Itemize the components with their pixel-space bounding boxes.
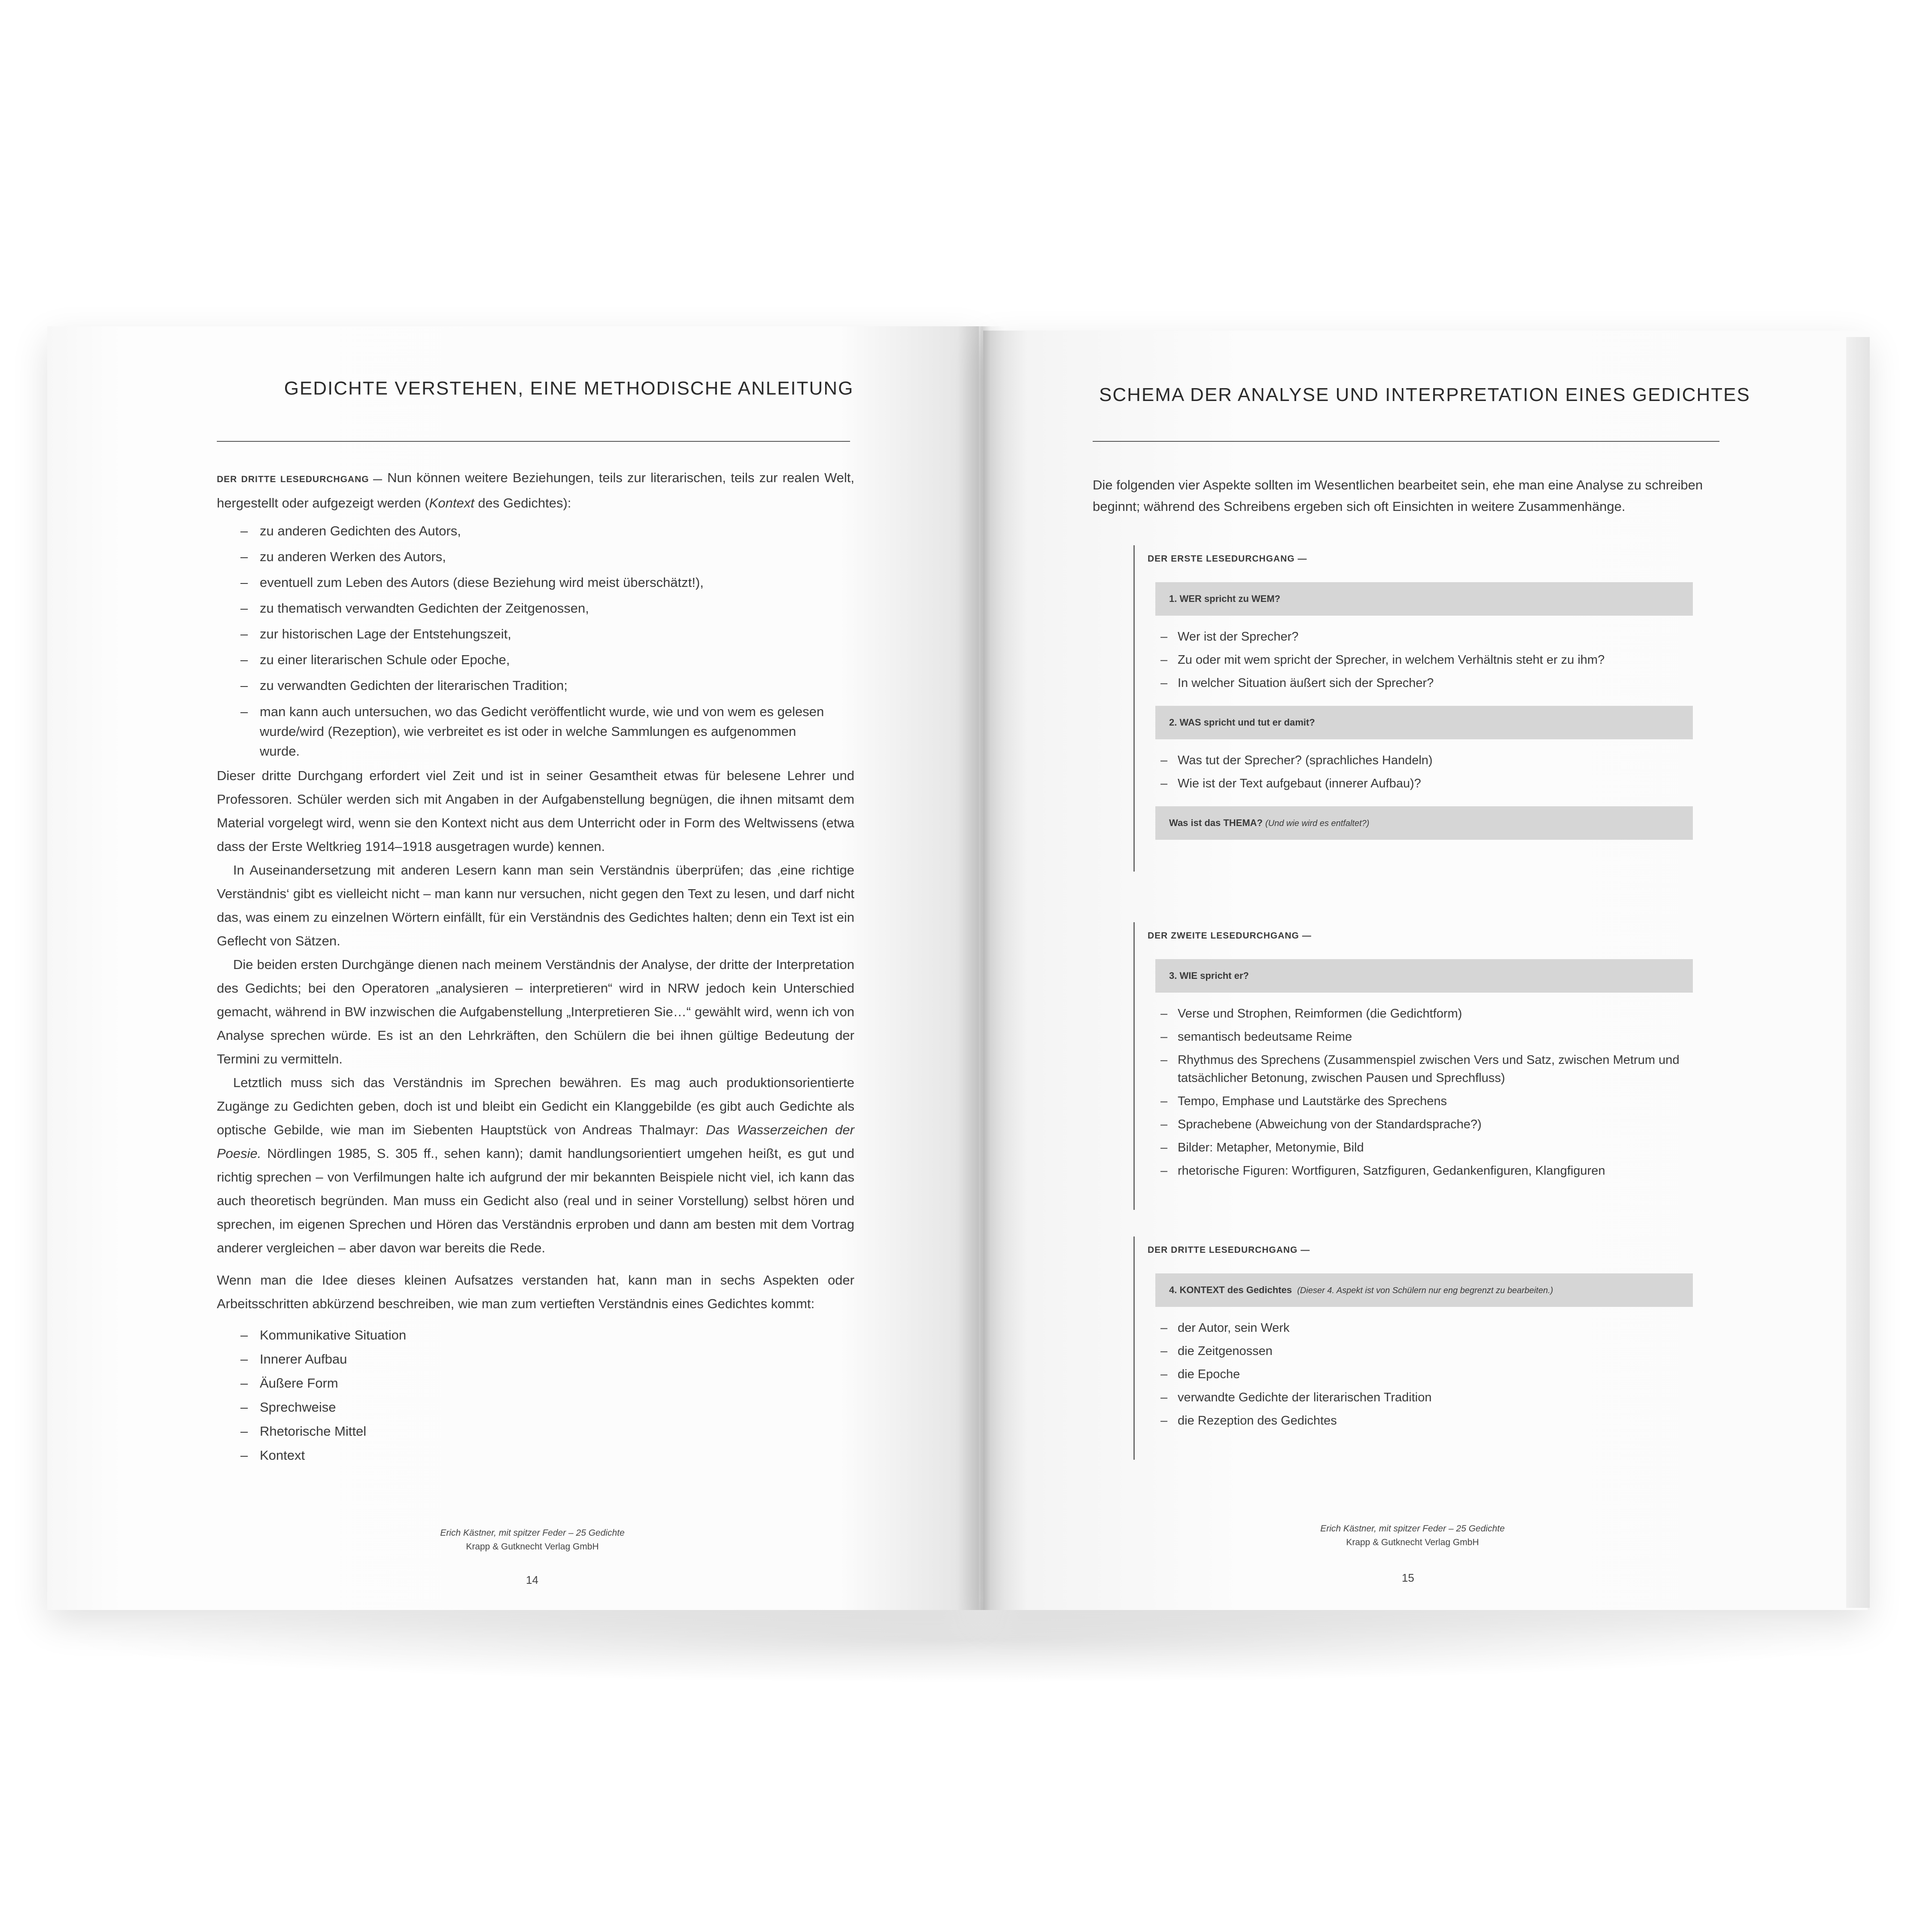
group-note: (Und wie wird es entfaltet?) bbox=[1265, 819, 1370, 828]
list-item: – Kommunikative Situation bbox=[217, 1323, 854, 1347]
group-heading bbox=[1155, 806, 1693, 840]
intro-text-a: Nun können weitere Beziehungen, teils zur literarischen, teils zur realen Welt, hergestellt oder aufgezeigt werden ( bbox=[217, 470, 854, 510]
relations-list bbox=[217, 518, 854, 761]
list-item: – rhetorische Figuren: Wortfiguren, Satzfiguren, Gedankenfiguren, Klangfiguren bbox=[1148, 1159, 1689, 1182]
paragraph: In Auseinandersetzung mit anderen Lesern kann man sein Verständnis überprüfen; das ‚eine richtige Verständnis‘ gibt es vielleicht nicht – man kann nur versuchen, nicht gegen den Text zu lesen, und darf nicht das, was einem zu einzelnen Wörtern einfällt, für ein Verständnis des Gedichtes halten; denn ein Text ist ein Geflecht von Sätzen. bbox=[217, 863, 854, 948]
right-title-rule bbox=[1093, 441, 1719, 442]
section-first-reading bbox=[1133, 545, 1689, 872]
list-item: – zu anderen Werken des Autors, bbox=[217, 544, 854, 570]
list-item: – Sprachebene (Abweichung von der Standardsprache?) bbox=[1148, 1113, 1689, 1136]
group-items bbox=[1148, 1316, 1689, 1432]
paragraph: Wenn man die Idee dieses kleinen Aufsatzes verstanden hat, kann man in sechs Aspekten oder Arbeitsschritten abkürzend beschreiben, wie man zum vertieften Verständnis eines Gedichtes kommt: bbox=[217, 1273, 854, 1311]
right-footer bbox=[1258, 1522, 1567, 1549]
list-item: – zu anderen Gedichten des Autors, bbox=[217, 518, 854, 544]
footer-publisher: Krapp & Gutknecht Verlag GmbH bbox=[466, 1542, 599, 1552]
section-second-reading bbox=[1133, 922, 1689, 1210]
list-item: – der Autor, sein Werk bbox=[1148, 1316, 1689, 1340]
list-item: – Wer ist der Sprecher? bbox=[1148, 625, 1689, 648]
list-item: – die Zeitgenossen bbox=[1148, 1340, 1689, 1363]
list-item: – Verse und Strophen, Reimformen (die Gedichtform) bbox=[1148, 1002, 1689, 1025]
group-heading-text: 2. WAS spricht und tut er damit? bbox=[1169, 717, 1315, 728]
list-item: – Zu oder mit wem spricht der Sprecher, in welchem Verhältnis steht er zu ihm? bbox=[1148, 648, 1689, 671]
book-gutter bbox=[957, 326, 1005, 1610]
intro-paragraph bbox=[217, 466, 854, 515]
footer-book-title: Erich Kästner, mit spitzer Feder – 25 Gedichte bbox=[1320, 1524, 1505, 1534]
list-item: – zur historischen Lage der Entstehungszeit, bbox=[217, 621, 854, 647]
list-item: – eventuell zum Leben des Autors (diese Beziehung wird meist überschätzt!), bbox=[217, 570, 854, 595]
aspects-list bbox=[217, 1323, 854, 1467]
page-edge bbox=[1846, 337, 1870, 1608]
footer-book-title: Erich Kästner, mit spitzer Feder – 25 Gedichte bbox=[440, 1528, 625, 1538]
group-heading-text: 3. WIE spricht er? bbox=[1169, 970, 1249, 981]
lead-label: DER DRITTE LESEDURCHGANG — bbox=[217, 474, 383, 484]
list-item: – Rhythmus des Sprechens (Zusammenspiel zwischen Vers und Satz, zwischen Metrum und tatsächlicher Betonung, zwischen Pausen und Sprechfluss) bbox=[1148, 1048, 1689, 1090]
group-heading-text: 4. KONTEXT des Gedichtes bbox=[1169, 1285, 1292, 1295]
group-items bbox=[1148, 1002, 1689, 1182]
right-page-number: 15 bbox=[1402, 1571, 1414, 1584]
group-note: (Dieser 4. Aspekt ist von Schülern nur eng begrenzt zu bearbeiten.) bbox=[1297, 1286, 1553, 1295]
paragraph: Die beiden ersten Durchgänge dienen nach meinem Verständnis der Analyse, der dritte der Interpretation des Gedichts; bei den Operatoren „analysieren – interpretieren“ wird in NRW jedoch kein Unterschied gemacht, während in BW inzwischen die Aufgabenstellung „Interpretieren Sie…“ gewählt wird, wenn ich von Analyse sprechen würde. Es ist an den Lehrkräften, den Schülern die bei ihnen gültige Bedeutung der Termini zu vermitteln. bbox=[217, 957, 854, 1066]
group-heading bbox=[1155, 959, 1693, 993]
footer-publisher: Krapp & Gutknecht Verlag GmbH bbox=[1346, 1537, 1479, 1547]
list-item: – verwandte Gedichte der literarischen Tradition bbox=[1148, 1386, 1689, 1409]
paragraph: Dieser dritte Durchgang erfordert viel Zeit und ist in seiner Gesamtheit etwas für belesene Lehrer und Professoren. Schüler werden sich mit Angaben in der Aufgabenstellung begnügen, die ihnen mitsamt dem Material vorgelegt wird, wenn sie den Kontext nicht aus dem Unterricht oder in Form des Weltwissens (etwa dass der Erste Weltkrieg 1914–1918 ausgetragen wurde) kennen. bbox=[217, 768, 854, 854]
list-item: – Sprechweise bbox=[217, 1395, 854, 1419]
list-item: – In welcher Situation äußert sich der Sprecher? bbox=[1148, 671, 1689, 695]
section-label: DER ERSTE LESEDURCHGANG — bbox=[1148, 554, 1307, 564]
intro-text-b: des Gedichtes): bbox=[474, 495, 571, 510]
paragraph bbox=[217, 1071, 854, 1260]
list-item: – zu verwandten Gedichten der literarischen Tradition; bbox=[217, 673, 854, 699]
group-items bbox=[1148, 749, 1689, 795]
list-item: – zu einer literarischen Schule oder Epoche, bbox=[217, 647, 854, 673]
list-item: – Äußere Form bbox=[217, 1371, 854, 1395]
list-item: – zu thematisch verwandten Gedichten der Zeitgenossen, bbox=[217, 595, 854, 621]
left-page-number: 14 bbox=[526, 1574, 538, 1586]
para4-text-b: Nördlingen 1985, S. 305 ff., sehen kann); damit handlungsorientiert umgehen heißt, es gut und richtig sprechen – von Verfilmungen halte ich aufgrund der mir bekannten Beispiele nicht viel, ich kann das auch theoretisch begründen. Man muss ein Gedicht also (real und in seiner Vorstellung) selbst hören und sprechen, im eigenen Sprechen und Hören das Verständnis erproben und dann am besten mit dem Vortrag anderer vergleichen – aber davon war bereits die Rede. bbox=[217, 1146, 854, 1255]
group-heading-text: 1. WER spricht zu WEM? bbox=[1169, 593, 1281, 604]
group-heading-text: Was ist das THEMA? bbox=[1169, 817, 1263, 828]
list-item: – die Epoche bbox=[1148, 1363, 1689, 1386]
list-item: – semantisch bedeutsame Reime bbox=[1148, 1025, 1689, 1048]
group-items bbox=[1148, 625, 1689, 695]
right-page-title: SCHEMA DER ANALYSE UND INTERPRETATION EINES GEDICHTES bbox=[1099, 384, 1750, 405]
list-item: – Wie ist der Text aufgebaut (innerer Aufbau)? bbox=[1148, 772, 1689, 795]
left-page-body bbox=[217, 466, 854, 1467]
list-item: – Rhetorische Mittel bbox=[217, 1419, 854, 1443]
para4-text-a: Letztlich muss sich das Verständnis im Sprechen bewähren. Es mag auch produktionsorientierte Zugänge zu Gedichten geben, doch ist und bleibt ein Gedicht ein Klanggebilde (es gibt auch Gedichte als optische Gebilde, wie man im Siebenten Hauptstück von Andreas Thalmayr: bbox=[217, 1075, 854, 1137]
group-heading bbox=[1155, 706, 1693, 739]
group-heading bbox=[1155, 1273, 1693, 1307]
intro-kontext: Kontext bbox=[429, 495, 474, 510]
group-heading bbox=[1155, 582, 1693, 616]
left-title-rule bbox=[217, 441, 850, 442]
section-label: DER DRITTE LESEDURCHGANG — bbox=[1148, 1245, 1310, 1255]
right-intro: Die folgenden vier Aspekte sollten im Wesentlichen bearbeitet sein, ehe man eine Analyse zu schreiben beginnt; während des Schreibens ergeben sich oft Einsichten in weitere Zusammenhänge. bbox=[1093, 477, 1703, 514]
list-item: – Tempo, Emphase und Lautstärke des Sprechens bbox=[1148, 1090, 1689, 1113]
book-shadow bbox=[52, 1597, 1880, 1683]
list-item: – die Rezeption des Gedichtes bbox=[1148, 1409, 1689, 1432]
book-title: Das Wasserzeichen der Poesie. bbox=[217, 1122, 854, 1161]
list-item: – Bilder: Metapher, Metonymie, Bild bbox=[1148, 1136, 1689, 1159]
left-page-title: GEDICHTE VERSTEHEN, EINE METHODISCHE ANLEITUNG bbox=[284, 378, 854, 399]
section-third-reading bbox=[1133, 1236, 1689, 1460]
list-item: – Innerer Aufbau bbox=[217, 1347, 854, 1371]
list-item: – Kontext bbox=[217, 1443, 854, 1467]
list-item: – Was tut der Sprecher? (sprachliches Handeln) bbox=[1148, 749, 1689, 772]
section-label: DER ZWEITE LESEDURCHGANG — bbox=[1148, 931, 1312, 941]
list-item: – man kann auch untersuchen, wo das Gedicht veröffentlicht wurde, wie und von wem es gelesen wurde/wird (Rezeption), wie verbreitet es ist oder in welche Sammlungen es aufgenommen wurde. bbox=[217, 699, 854, 761]
left-footer bbox=[378, 1526, 687, 1554]
